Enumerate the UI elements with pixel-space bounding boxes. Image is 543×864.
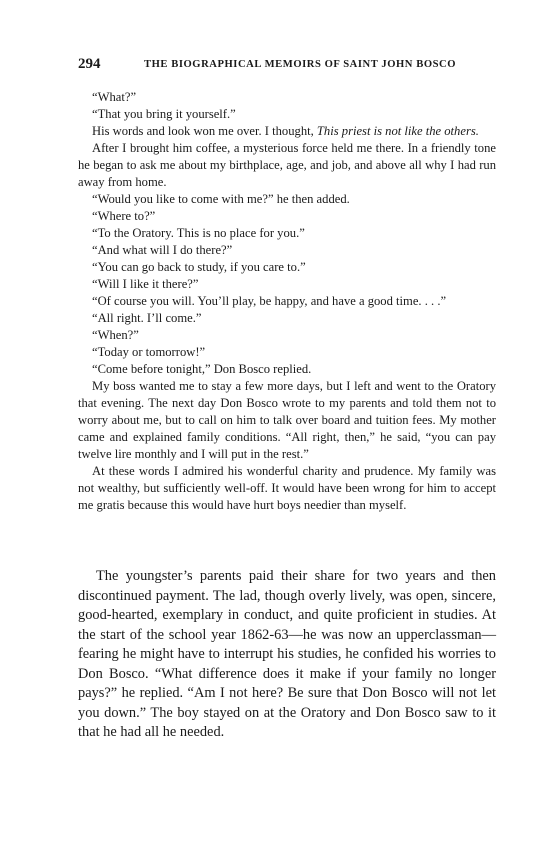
dialogue-line: “Come before tonight,” Don Bosco replied. (92, 362, 312, 376)
paragraph-text: His words and look won me over. I thought, (92, 124, 317, 138)
dialogue-line: “To the Oratory. This is no place for you.” (92, 226, 305, 240)
dialogue-line: “All right. I’ll come.” (92, 311, 202, 325)
dialogue-line: “Would you like to come with me?” he then added. (92, 192, 350, 206)
paragraph: At these words I admired his wonderful charity and prudence. My family was not wealthy, but sufficiently well-off. It would have been wrong for him to accept me gratis because this would have hurt boys needier than myself. (78, 464, 496, 512)
dialogue-line: “When?” (92, 328, 139, 342)
dialogue-line: “You can go back to study, if you care to.” (92, 260, 306, 274)
page-header (78, 56, 496, 76)
italic-thought: This priest is not like the others. (316, 124, 479, 138)
dialogue-line: “Today or tomorrow!” (92, 345, 206, 359)
narrative-section (78, 567, 496, 743)
dialogue-line: “Will I like it there?” (92, 277, 199, 291)
dialogue-line: “And what will I do there?” (92, 243, 233, 257)
paragraph: The youngster’s parents paid their share for two years and then discontinued payment. The lad, though overly lively, was open, sincere, good-hearted, exemplary in conduct, and quite proficient in studies. At the start of the school year 1862-63—he was now an upperclassman—fearing he might have to interrupt his studies, he confided his worries to Don Bosco. “What difference does it make if your family no longer pays?” he replied. “Am I not here? Be sure that Don Bosco will not let you down.” The boy stayed on at the Oratory and Don Bosco saw to it that he had all he needed. (78, 568, 496, 740)
paragraph: My boss wanted me to stay a few more days, but I left and went to the Oratory that evening. The next day Don Bosco wrote to my parents and told them not to worry about me, but to call on him to talk over board and tuition fees. My mother came and explained family conditions. “All right, then,” he said, “you can pay twelve lire monthly and I will put in the rest.” (78, 379, 496, 461)
page-number: 294 (78, 56, 101, 72)
dialogue-line: “Of course you will. You’ll play, be happy, and have a good time. . . .” (92, 294, 447, 308)
running-head: THE BIOGRAPHICAL MEMOIRS OF SAINT JOHN BOSCO (144, 59, 457, 70)
dialogue-line: “That you bring it yourself.” (92, 107, 236, 121)
dialogue-line: “What?” (92, 90, 137, 104)
paragraph: After I brought him coffee, a mysterious force held me there. In a friendly tone he began to ask me about my birthplace, age, and job, and above all why I had run away from home. (78, 141, 496, 189)
memoir-excerpt (78, 89, 496, 514)
dialogue-line: “Where to?” (92, 209, 156, 223)
paragraph (78, 123, 496, 140)
